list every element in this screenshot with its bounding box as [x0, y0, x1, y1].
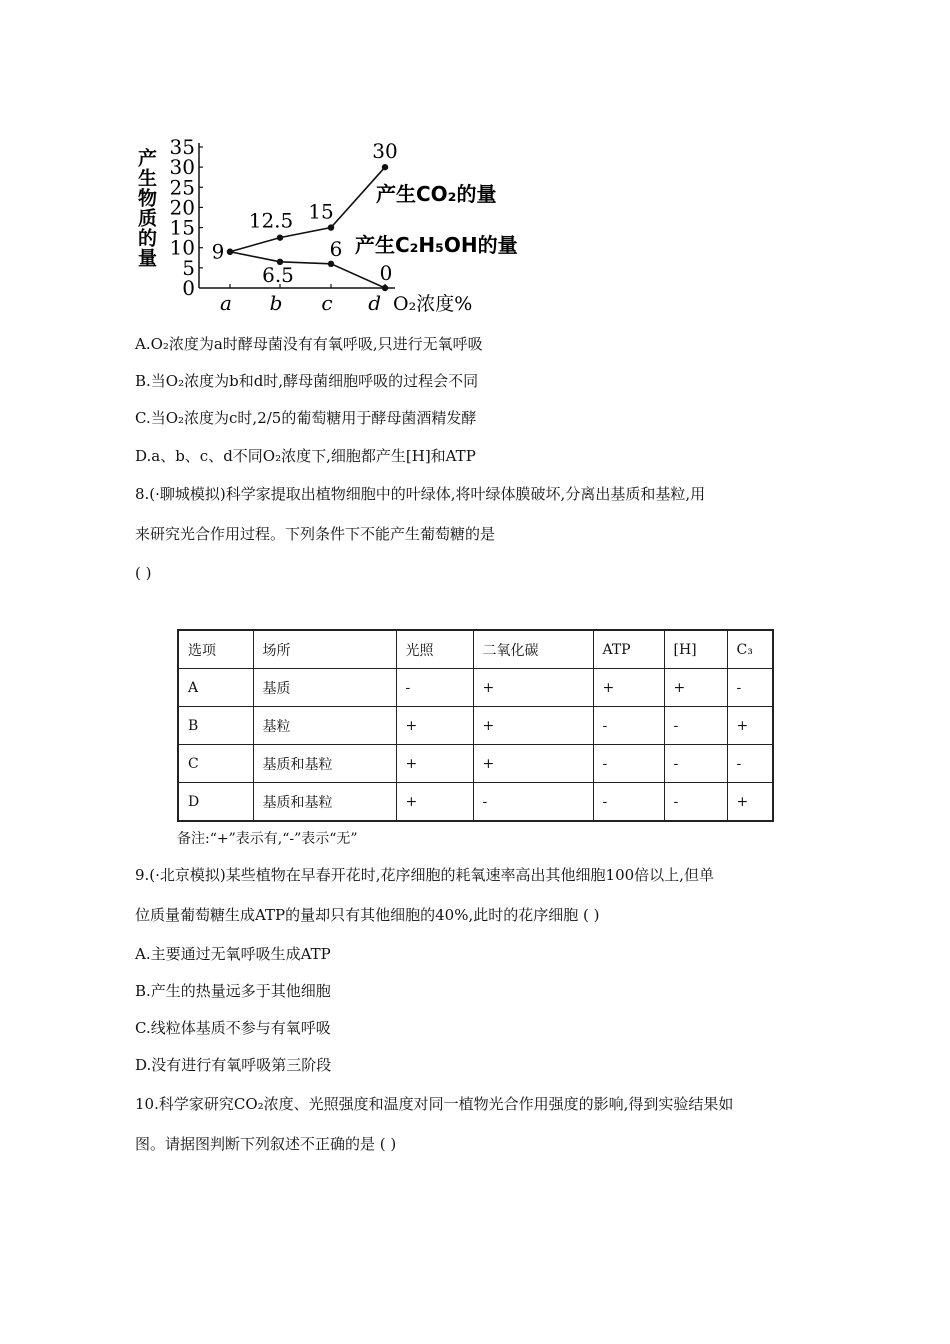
- table-cell: -: [396, 669, 473, 707]
- x-tick-label-b: b: [269, 291, 283, 315]
- table-cell: +: [396, 745, 473, 783]
- q10-stem-line2: 图。请据图判断下列叙述不正确的是 ( ): [135, 1135, 397, 1153]
- table-cell: +: [664, 669, 727, 707]
- line-chart: [130, 128, 550, 328]
- table-note: 备注:“+”表示有,“-”表示“无”: [177, 831, 358, 847]
- options-table: [177, 629, 774, 822]
- table-cell: -: [664, 745, 727, 783]
- q8-answer-paren: ( ): [135, 564, 152, 582]
- table-cell: -: [727, 669, 773, 707]
- y-tick-label: 30: [169, 155, 195, 180]
- data-label-eth-c: 6: [329, 236, 343, 261]
- table-header-cell: C₃: [727, 630, 773, 669]
- data-label-eth-d: 0: [379, 261, 393, 285]
- table-cell: -: [593, 745, 664, 783]
- table-cell: 基质和基粒: [253, 783, 396, 822]
- q7-option-b: B.当O₂浓度为b和d时,酵母菌细胞呼吸的过程会不同: [135, 372, 479, 390]
- data-point: [382, 164, 388, 170]
- table-cell: A: [178, 669, 253, 707]
- data-point: [227, 249, 233, 255]
- y-tick-label: 20: [169, 195, 195, 220]
- q8-stem-line1: 8.(·聊城模拟)科学家提取出植物细胞中的叶绿体,将叶绿体膜破坏,分离出基质和基粒,用: [135, 485, 706, 503]
- q7-option-a: A.O₂浓度为a时酵母菌没有有氧呼吸,只进行无氧呼吸: [135, 335, 483, 353]
- table-cell: -: [593, 783, 664, 822]
- y-tick-label: 0: [182, 276, 195, 300]
- table-header-cell: [H]: [664, 630, 727, 669]
- table-row: [178, 745, 773, 783]
- y-tick-label: 35: [169, 135, 195, 159]
- table-cell: +: [396, 783, 473, 822]
- data-label-co2-a: 9: [211, 239, 225, 264]
- table-header-cell: 选项: [178, 630, 253, 669]
- table-cell: -: [664, 783, 727, 822]
- table-cell: 基质: [253, 669, 396, 707]
- table-cell: D: [178, 783, 253, 822]
- series-line-1: [230, 252, 385, 288]
- y-tick-label: 5: [182, 255, 195, 280]
- chart-svg: [130, 128, 550, 328]
- table-cell: -: [473, 783, 593, 822]
- data-label-co2-d: 30: [372, 139, 398, 164]
- table-cell: -: [664, 707, 727, 745]
- data-point: [328, 261, 334, 267]
- y-tick-label: 10: [169, 235, 195, 260]
- table-cell: +: [473, 707, 593, 745]
- table-header-cell: 光照: [396, 630, 473, 669]
- table-row: [178, 707, 773, 745]
- q9-stem-line1: 9.(·北京模拟)某些植物在早春开花时,花序细胞的耗氧速率高出其他细胞100倍以上,但单: [135, 866, 714, 884]
- series-name-ethanol: 产生C₂H₅OH的量: [355, 233, 518, 257]
- table-cell: -: [593, 707, 664, 745]
- table-header-cell: 二氧化碳: [473, 630, 593, 669]
- table-row: [178, 669, 773, 707]
- q9-option-d: D.没有进行有氧呼吸第三阶段: [135, 1056, 332, 1074]
- table-header-cell: ATP: [593, 630, 664, 669]
- table-cell: +: [593, 669, 664, 707]
- x-tick-label-d: d: [368, 291, 381, 315]
- table-cell: +: [727, 783, 773, 822]
- q7-option-d: D.a、b、c、d不同O₂浓度下,细胞都产生[H]和ATP: [135, 447, 476, 465]
- table-cell: +: [396, 707, 473, 745]
- data-point: [382, 285, 388, 291]
- y-axis-title: 产生物质的量: [135, 148, 157, 268]
- table-cell: 基质和基粒: [253, 745, 396, 783]
- table-cell: +: [473, 669, 593, 707]
- data-label-co2-c: 15: [308, 199, 334, 224]
- q9-option-b: B.产生的热量远多于其他细胞: [135, 982, 331, 1000]
- table-cell: B: [178, 707, 253, 745]
- table-cell: +: [727, 707, 773, 745]
- table-cell: C: [178, 745, 253, 783]
- table-cell: +: [473, 745, 593, 783]
- x-tick-label-c: c: [321, 291, 333, 315]
- table-row: [178, 783, 773, 822]
- q7-option-c: C.当O₂浓度为c时,2/5的葡萄糖用于酵母菌酒精发酵: [135, 409, 477, 427]
- table-header-row: [178, 630, 773, 669]
- q8-stem-line2: 来研究光合作用过程。下列条件下不能产生葡萄糖的是: [135, 525, 496, 543]
- q9-stem-line2: 位质量葡萄糖生成ATP的量却只有其他细胞的40%,此时的花序细胞 ( ): [135, 906, 600, 924]
- y-tick-label: 15: [169, 215, 195, 240]
- table-cell: 基粒: [253, 707, 396, 745]
- q9-option-a: A.主要通过无氧呼吸生成ATP: [135, 945, 331, 963]
- data-point: [277, 234, 283, 240]
- table-cell: -: [727, 745, 773, 783]
- data-label-co2-b: 12.5: [248, 208, 294, 233]
- data-label-eth-b: 6.5: [262, 262, 294, 287]
- y-tick-label: 25: [169, 175, 195, 200]
- q9-option-c: C.线粒体基质不参与有氧呼吸: [135, 1019, 331, 1037]
- table-header-cell: 场所: [253, 630, 396, 669]
- x-axis-title: O₂浓度%: [393, 293, 473, 315]
- x-tick-label-a: a: [220, 291, 232, 315]
- series-name-co2: 产生CO₂的量: [376, 182, 497, 206]
- data-point: [328, 224, 334, 230]
- q10-stem-line1: 10.科学家研究CO₂浓度、光照强度和温度对同一植物光合作用强度的影响,得到实验结果如: [135, 1095, 734, 1113]
